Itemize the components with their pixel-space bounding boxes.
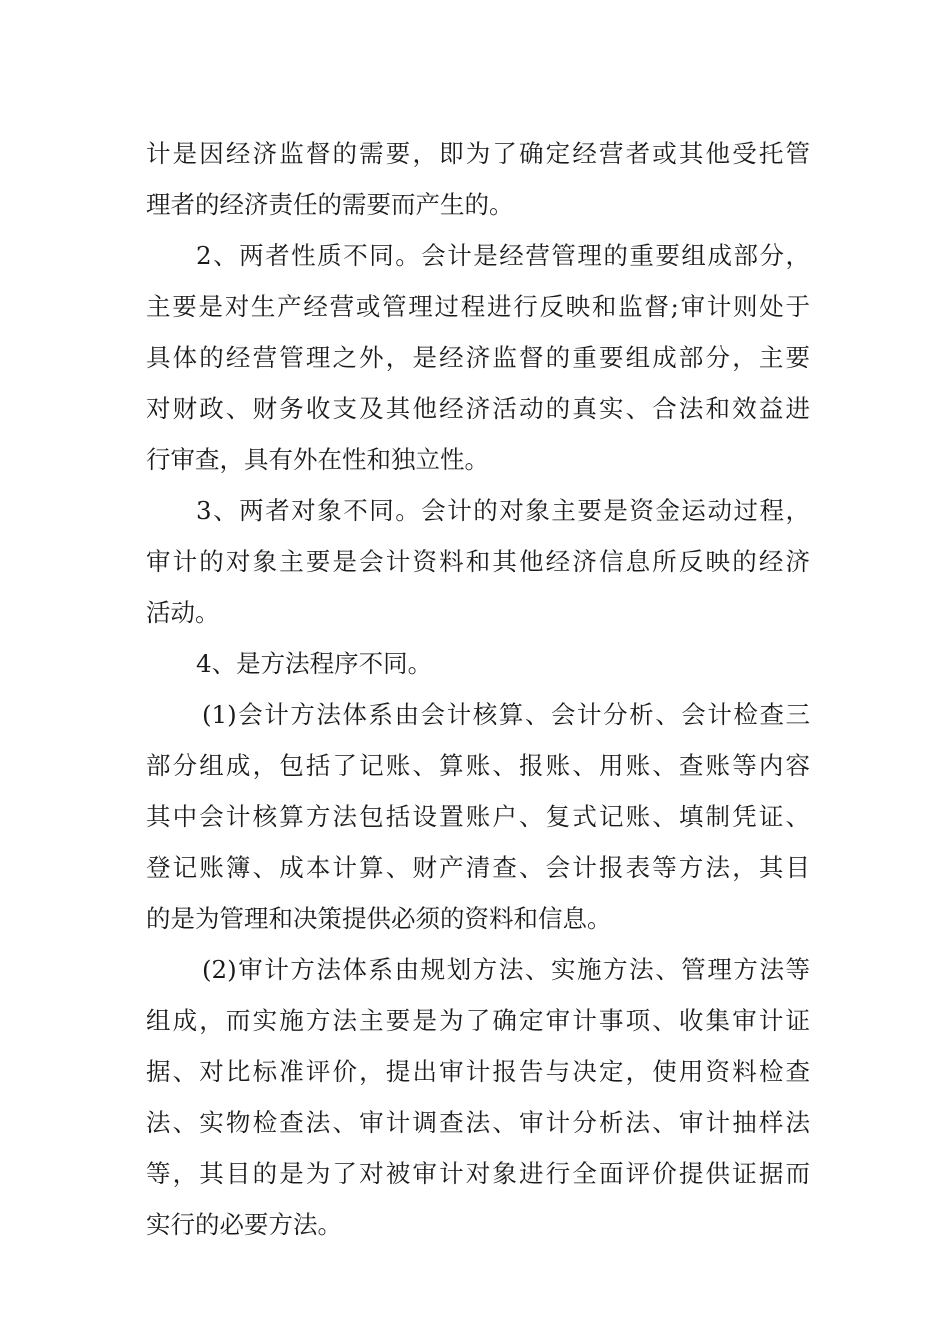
text-line: 行审查，具有外在性和独立性。 bbox=[146, 445, 489, 474]
text-line: 实行的必要方法。 bbox=[146, 1210, 342, 1239]
subparagraph-line: (1)会计方法体系由会计核算、会计分析、会计检查三 bbox=[202, 700, 810, 729]
text-line: 据、对比标准评价，提出审计报告与决定，使用资料检查 bbox=[146, 1057, 810, 1086]
text-line: 法、实物检查法、审计调查法、审计分析法、审计抽样法 bbox=[146, 1108, 810, 1137]
subparagraph-line: (2)审计方法体系由规划方法、实施方法、管理方法等 bbox=[202, 955, 810, 984]
text-line: 理者的经济责任的需要而产生的。 bbox=[146, 190, 514, 219]
text-line: 主要是对生产经营或管理过程进行反映和监督;审计则处于 bbox=[146, 292, 810, 321]
text-line: 等，其目的是为了对被审计对象进行全面评价提供证据而 bbox=[146, 1159, 810, 1188]
text-line: 登记账簿、成本计算、财产清查、会计报表等方法，其目 bbox=[146, 853, 810, 882]
paragraph-heading-line: 3、两者对象不同。会计的对象主要是资金运动过程， bbox=[196, 496, 810, 525]
text-line: 具体的经营管理之外，是经济监督的重要组成部分，主要 bbox=[146, 343, 810, 372]
text-line: 计是因经济监督的需要，即为了确定经营者或其他受托管 bbox=[146, 139, 810, 168]
text-line: 部分组成，包括了记账、算账、报账、用账、查账等内容 bbox=[146, 751, 810, 780]
text-line: 的是为管理和决策提供必须的资料和信息。 bbox=[146, 904, 612, 933]
paragraph-heading-line: 2、两者性质不同。会计是经营管理的重要组成部分， bbox=[196, 241, 810, 270]
document-body bbox=[146, 128, 810, 1250]
text-line: 组成，而实施方法主要是为了确定审计事项、收集审计证 bbox=[146, 1006, 810, 1035]
paragraph-heading-line: 4、是方法程序不同。 bbox=[196, 649, 433, 678]
text-line: 审计的对象主要是会计资料和其他经济信息所反映的经济 bbox=[146, 547, 810, 576]
text-line: 对财政、财务收支及其他经济活动的真实、合法和效益进 bbox=[146, 394, 810, 423]
text-line: 其中会计核算方法包括设置账户、复式记账、填制凭证、 bbox=[146, 802, 810, 831]
text-line: 活动。 bbox=[146, 598, 220, 627]
